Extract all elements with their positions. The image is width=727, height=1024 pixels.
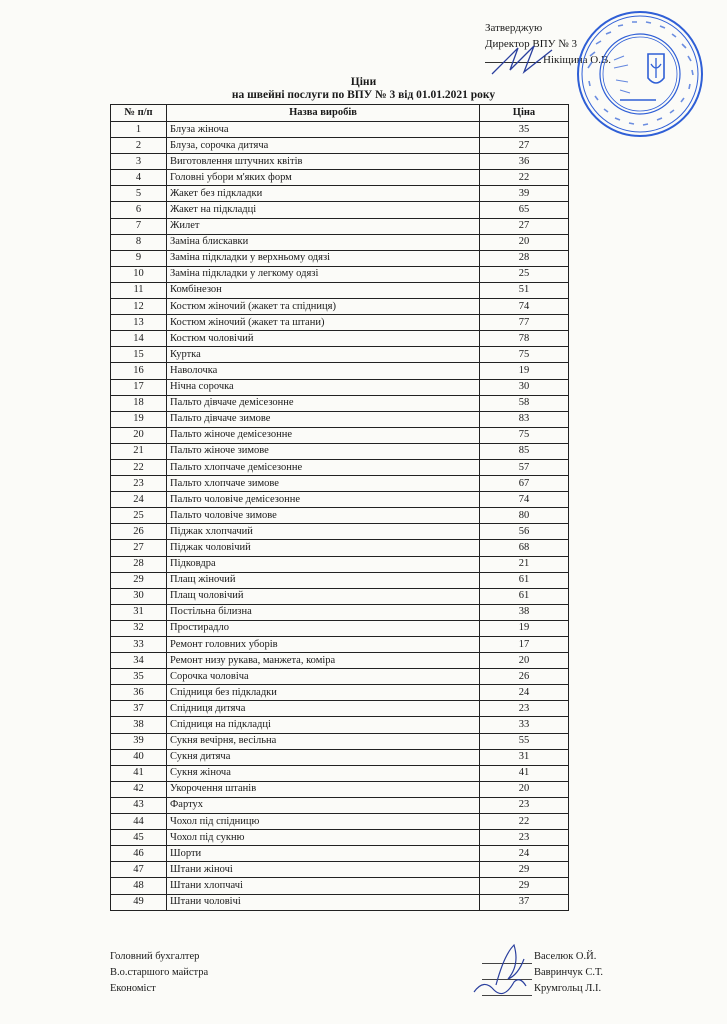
item-name: Костюм чоловічий <box>167 331 480 347</box>
table-row <box>111 411 569 427</box>
signature-row <box>110 967 610 983</box>
item-number: 26 <box>111 524 167 540</box>
item-name: Піджак чоловічий <box>167 540 480 556</box>
item-price: 68 <box>480 540 569 556</box>
item-name: Плащ чоловічий <box>167 588 480 604</box>
item-name: Заміна підкладки у верхньому одязі <box>167 250 480 266</box>
table-row <box>111 765 569 781</box>
item-number: 23 <box>111 476 167 492</box>
item-number: 33 <box>111 637 167 653</box>
table-row <box>111 202 569 218</box>
table-row <box>111 379 569 395</box>
table-row <box>111 814 569 830</box>
item-name: Куртка <box>167 347 480 363</box>
table-row <box>111 315 569 331</box>
item-name: Піджак хлопчачий <box>167 524 480 540</box>
item-number: 43 <box>111 797 167 813</box>
item-number: 19 <box>111 411 167 427</box>
item-name: Заміна блискавки <box>167 234 480 250</box>
item-price: 77 <box>480 315 569 331</box>
item-price: 19 <box>480 620 569 636</box>
signature-row <box>110 983 610 999</box>
item-number: 13 <box>111 315 167 331</box>
official-stamp <box>574 8 706 140</box>
item-number: 29 <box>111 572 167 588</box>
item-price: 20 <box>480 234 569 250</box>
item-name: Фартух <box>167 797 480 813</box>
item-number: 18 <box>111 395 167 411</box>
item-price: 74 <box>480 299 569 315</box>
approval-heading: Затверджую <box>485 22 543 34</box>
table-row <box>111 218 569 234</box>
table-row <box>111 749 569 765</box>
column-header-price: Ціна <box>480 105 569 122</box>
item-number: 9 <box>111 250 167 266</box>
item-name: Заміна підкладки у легкому одязі <box>167 266 480 282</box>
column-header-number: № п/п <box>111 105 167 122</box>
signature-name: Вавринчук С.Т. <box>534 967 603 978</box>
item-name: Сукня жіноча <box>167 765 480 781</box>
table-row <box>111 186 569 202</box>
document-title: Ціни <box>350 76 377 88</box>
item-name: Пальто жіноче демісезонне <box>167 427 480 443</box>
item-number: 20 <box>111 427 167 443</box>
item-price: 22 <box>480 170 569 186</box>
item-number: 31 <box>111 604 167 620</box>
item-price: 36 <box>480 154 569 170</box>
item-price: 17 <box>480 637 569 653</box>
signature-role: Головний бухгалтер <box>110 951 200 962</box>
item-price: 75 <box>480 347 569 363</box>
item-number: 47 <box>111 862 167 878</box>
table-row <box>111 556 569 572</box>
item-price: 27 <box>480 138 569 154</box>
table-row <box>111 299 569 315</box>
table-row <box>111 395 569 411</box>
item-name: Сукня дитяча <box>167 749 480 765</box>
signature-line <box>482 995 532 996</box>
item-number: 35 <box>111 669 167 685</box>
item-name: Спідниця дитяча <box>167 701 480 717</box>
item-name: Сорочка чоловіча <box>167 669 480 685</box>
item-price: 56 <box>480 524 569 540</box>
item-name: Жакет без підкладки <box>167 186 480 202</box>
item-number: 17 <box>111 379 167 395</box>
table-row <box>111 476 569 492</box>
item-price: 58 <box>480 395 569 411</box>
item-price: 26 <box>480 669 569 685</box>
table-row <box>111 797 569 813</box>
signature-name: Крумгольц Л.І. <box>534 983 602 994</box>
item-price: 29 <box>480 878 569 894</box>
item-name: Пальто жіноче зимове <box>167 443 480 459</box>
table-row <box>111 862 569 878</box>
table-row <box>111 637 569 653</box>
item-price: 38 <box>480 604 569 620</box>
table-row <box>111 878 569 894</box>
item-number: 15 <box>111 347 167 363</box>
signatures-block <box>110 951 610 999</box>
item-number: 44 <box>111 814 167 830</box>
table-row <box>111 427 569 443</box>
item-name: Блуза жіноча <box>167 122 480 138</box>
signature-line <box>485 62 541 63</box>
item-number: 39 <box>111 733 167 749</box>
item-name: Пальто дівчаче зимове <box>167 411 480 427</box>
item-name: Спідниця на підкладці <box>167 717 480 733</box>
table-row <box>111 781 569 797</box>
item-number: 10 <box>111 266 167 282</box>
item-price: 57 <box>480 459 569 475</box>
item-number: 40 <box>111 749 167 765</box>
item-price: 31 <box>480 749 569 765</box>
table-row <box>111 588 569 604</box>
item-number: 16 <box>111 363 167 379</box>
item-name: Спідниця без підкладки <box>167 685 480 701</box>
item-name: Пальто чоловіче демісезонне <box>167 492 480 508</box>
table-row <box>111 138 569 154</box>
item-price: 30 <box>480 379 569 395</box>
item-price: 80 <box>480 508 569 524</box>
item-name: Костюм жіночий (жакет та спідниця) <box>167 299 480 315</box>
item-price: 85 <box>480 443 569 459</box>
item-name: Костюм жіночий (жакет та штани) <box>167 315 480 331</box>
table-row <box>111 846 569 862</box>
item-number: 21 <box>111 443 167 459</box>
table-row <box>111 604 569 620</box>
item-name: Штани хлопчачі <box>167 878 480 894</box>
item-price: 21 <box>480 556 569 572</box>
item-price: 28 <box>480 250 569 266</box>
item-name: Виготовлення штучних квітів <box>167 154 480 170</box>
item-name: Пальто хлопчаче демісезонне <box>167 459 480 475</box>
table-row <box>111 620 569 636</box>
signature-role: В.о.старшого майстра <box>110 967 209 978</box>
item-price: 33 <box>480 717 569 733</box>
table-row <box>111 443 569 459</box>
signature-line <box>482 979 532 980</box>
item-name: Чохол під спідницю <box>167 814 480 830</box>
item-name: Шорти <box>167 846 480 862</box>
item-price: 65 <box>480 202 569 218</box>
item-name: Блуза, сорочка дитяча <box>167 138 480 154</box>
item-name: Головні убори м'яких форм <box>167 170 480 186</box>
item-number: 32 <box>111 620 167 636</box>
item-name: Чохол під сукню <box>167 830 480 846</box>
signature-name: Васелюк О.Й. <box>534 951 597 962</box>
item-name: Простирадло <box>167 620 480 636</box>
item-number: 48 <box>111 878 167 894</box>
item-number: 6 <box>111 202 167 218</box>
item-price: 67 <box>480 476 569 492</box>
item-price: 27 <box>480 218 569 234</box>
item-price: 61 <box>480 588 569 604</box>
item-name: Постільна білизна <box>167 604 480 620</box>
item-name: Штани жіночі <box>167 862 480 878</box>
item-price: 51 <box>480 282 569 298</box>
item-number: 46 <box>111 846 167 862</box>
table-row <box>111 459 569 475</box>
approval-name: Нікіщина О.В. <box>543 54 612 66</box>
item-name: Сукня вечірня, весільна <box>167 733 480 749</box>
item-price: 83 <box>480 411 569 427</box>
item-name: Штани чоловічі <box>167 894 480 910</box>
item-price: 29 <box>480 862 569 878</box>
item-price: 20 <box>480 781 569 797</box>
item-name: Пальто дівчаче демісезонне <box>167 395 480 411</box>
table-row <box>111 894 569 910</box>
item-price: 20 <box>480 653 569 669</box>
item-number: 27 <box>111 540 167 556</box>
item-number: 14 <box>111 331 167 347</box>
item-price: 55 <box>480 733 569 749</box>
table-row <box>111 331 569 347</box>
item-number: 49 <box>111 894 167 910</box>
item-name: Наволочка <box>167 363 480 379</box>
item-name: Ремонт головних уборів <box>167 637 480 653</box>
item-name: Комбінезон <box>167 282 480 298</box>
item-name: Нічна сорочка <box>167 379 480 395</box>
table-row <box>111 266 569 282</box>
item-price: 37 <box>480 894 569 910</box>
item-price: 24 <box>480 685 569 701</box>
item-number: 7 <box>111 218 167 234</box>
table-row <box>111 540 569 556</box>
item-number: 24 <box>111 492 167 508</box>
item-number: 45 <box>111 830 167 846</box>
table-row <box>111 830 569 846</box>
table-row <box>111 572 569 588</box>
item-price: 23 <box>480 830 569 846</box>
item-number: 5 <box>111 186 167 202</box>
document-subtitle: на швейні послуги по ВПУ № 3 від 01.01.2021 року <box>231 89 496 101</box>
table-header-row <box>111 105 569 122</box>
table-row <box>111 363 569 379</box>
item-number: 12 <box>111 299 167 315</box>
table-row <box>111 234 569 250</box>
item-price: 23 <box>480 797 569 813</box>
item-number: 36 <box>111 685 167 701</box>
item-number: 30 <box>111 588 167 604</box>
table-row <box>111 170 569 186</box>
item-price: 61 <box>480 572 569 588</box>
item-number: 2 <box>111 138 167 154</box>
table-row <box>111 122 569 138</box>
item-number: 11 <box>111 282 167 298</box>
item-number: 22 <box>111 459 167 475</box>
item-price: 75 <box>480 427 569 443</box>
table-row <box>111 685 569 701</box>
item-name: Пальто чоловіче зимове <box>167 508 480 524</box>
table-row <box>111 524 569 540</box>
item-number: 37 <box>111 701 167 717</box>
item-number: 42 <box>111 781 167 797</box>
item-price: 25 <box>480 266 569 282</box>
table-row <box>111 653 569 669</box>
item-price: 19 <box>480 363 569 379</box>
table-row <box>111 492 569 508</box>
item-number: 3 <box>111 154 167 170</box>
item-number: 1 <box>111 122 167 138</box>
table-row <box>111 154 569 170</box>
item-number: 4 <box>111 170 167 186</box>
item-name: Підковдра <box>167 556 480 572</box>
item-name: Плащ жіночий <box>167 572 480 588</box>
column-header-name: Назва виробів <box>167 105 480 122</box>
item-name: Жилет <box>167 218 480 234</box>
item-name: Укорочення штанів <box>167 781 480 797</box>
item-price: 35 <box>480 122 569 138</box>
table-row <box>111 347 569 363</box>
item-name: Пальто хлопчаче зимове <box>167 476 480 492</box>
approval-position: Директор ВПУ № 3 <box>485 38 577 50</box>
price-table <box>110 104 569 911</box>
table-row <box>111 669 569 685</box>
item-name: Жакет на підкладці <box>167 202 480 218</box>
item-price: 78 <box>480 331 569 347</box>
table-row <box>111 701 569 717</box>
table-row <box>111 282 569 298</box>
item-number: 38 <box>111 717 167 733</box>
item-number: 28 <box>111 556 167 572</box>
item-price: 23 <box>480 701 569 717</box>
signature-row <box>110 951 610 967</box>
table-row <box>111 717 569 733</box>
item-number: 8 <box>111 234 167 250</box>
item-number: 41 <box>111 765 167 781</box>
item-name: Ремонт низу рукава, манжета, коміра <box>167 653 480 669</box>
item-price: 74 <box>480 492 569 508</box>
signature-line <box>482 963 532 964</box>
table-row <box>111 508 569 524</box>
item-price: 41 <box>480 765 569 781</box>
item-price: 39 <box>480 186 569 202</box>
table-row <box>111 733 569 749</box>
item-number: 34 <box>111 653 167 669</box>
item-price: 24 <box>480 846 569 862</box>
signature-role: Економіст <box>110 983 156 994</box>
table-row <box>111 250 569 266</box>
item-number: 25 <box>111 508 167 524</box>
item-price: 22 <box>480 814 569 830</box>
